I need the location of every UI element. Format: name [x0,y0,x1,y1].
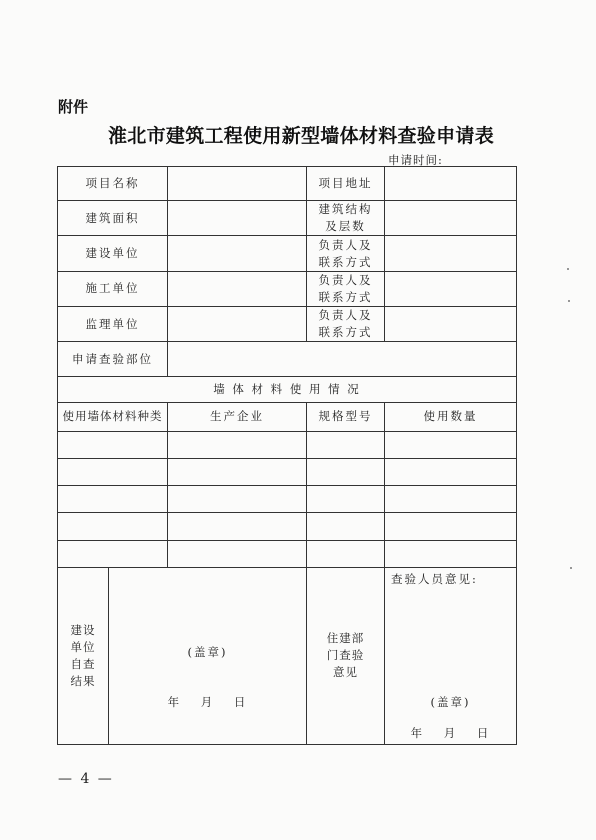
table-row [58,486,517,513]
table-row [58,431,517,458]
quantity-header: 使用数量 [385,402,517,431]
manufacturer-cell[interactable] [168,431,307,458]
table-row [58,306,517,341]
housing-dept-label: 住建部 门查验 意见 [307,567,385,744]
quantity-cell[interactable] [385,458,517,485]
stamp-text: (盖章) [187,644,228,659]
manufacturer-header: 生产企业 [168,402,307,431]
spec-model-cell[interactable] [307,431,385,458]
scan-speck [570,567,572,569]
building-area-label: 建筑面积 [58,201,168,236]
spec-model-cell[interactable] [307,540,385,567]
project-address-label: 项目地址 [307,167,385,201]
contractor-contact-value[interactable] [385,271,517,306]
apply-time-label: 申请时间: [388,153,443,167]
table-row [58,458,517,485]
project-name-label: 项目名称 [58,167,168,201]
manufacturer-cell[interactable] [168,540,307,567]
spec-model-header: 规格型号 [307,402,385,431]
application-form-table [57,166,517,745]
construction-contact-value[interactable] [385,236,517,271]
quantity-cell[interactable] [385,540,517,567]
table-row [58,377,517,402]
material-type-cell[interactable] [58,540,168,567]
table-row [58,201,517,236]
table-row [58,402,517,431]
table-row [58,513,517,540]
supervision-unit-value[interactable] [168,306,307,341]
self-check-result-cell[interactable] [109,567,307,744]
spec-model-cell[interactable] [307,486,385,513]
contractor-unit-label: 施工单位 [58,271,168,306]
supervision-contact-value[interactable] [385,306,517,341]
inspection-part-value[interactable] [168,342,517,377]
table-row [58,342,517,377]
contractor-contact-label: 负责人及 联系方式 [307,271,385,306]
stamp-text-2: (盖章) [430,694,471,709]
form-title: 淮北市建筑工程使用新型墙体材料查验申请表 [108,125,495,147]
supervision-contact-label: 负责人及 联系方式 [307,306,385,341]
table-row [58,271,517,306]
contractor-unit-value[interactable] [168,271,307,306]
supervision-unit-label: 监理单位 [58,306,168,341]
scan-speck [567,268,569,270]
material-type-cell[interactable] [58,513,168,540]
project-address-value[interactable] [385,167,517,201]
construction-contact-label: 负责人及 联系方式 [307,236,385,271]
manufacturer-cell[interactable] [168,458,307,485]
structure-floors-label: 建筑结构 及层数 [307,201,385,236]
quantity-cell[interactable] [385,486,517,513]
building-area-value[interactable] [168,201,307,236]
material-type-cell[interactable] [58,486,168,513]
date-text: 年 月 日 [167,694,248,709]
table-row [58,236,517,271]
page-number: — 4 — [58,771,114,787]
construction-unit-value[interactable] [168,236,307,271]
spec-model-cell[interactable] [307,513,385,540]
project-name-value[interactable] [168,167,307,201]
materials-section-title: 墙 体 材 料 使 用 情 况 [58,377,517,402]
attachment-label: 附件 [58,98,89,116]
inspection-part-label: 申请查验部位 [58,342,168,377]
table-row [58,167,517,201]
housing-dept-opinion-cell[interactable] [385,567,517,744]
construction-unit-label: 建设单位 [58,236,168,271]
table-row [58,540,517,567]
manufacturer-cell[interactable] [168,486,307,513]
scan-speck [568,300,570,302]
spec-model-cell[interactable] [307,458,385,485]
inspector-opinion-label: 查验人员意见: [391,571,478,586]
self-check-label: 建设 单位 自查 结果 [58,567,109,744]
material-type-header: 使用墙体材料种类 [58,402,168,431]
table-row [58,567,517,744]
quantity-cell[interactable] [385,431,517,458]
manufacturer-cell[interactable] [168,513,307,540]
material-type-cell[interactable] [58,458,168,485]
date-text-2: 年 月 日 [410,725,491,740]
material-type-cell[interactable] [58,431,168,458]
structure-floors-value[interactable] [385,201,517,236]
quantity-cell[interactable] [385,513,517,540]
